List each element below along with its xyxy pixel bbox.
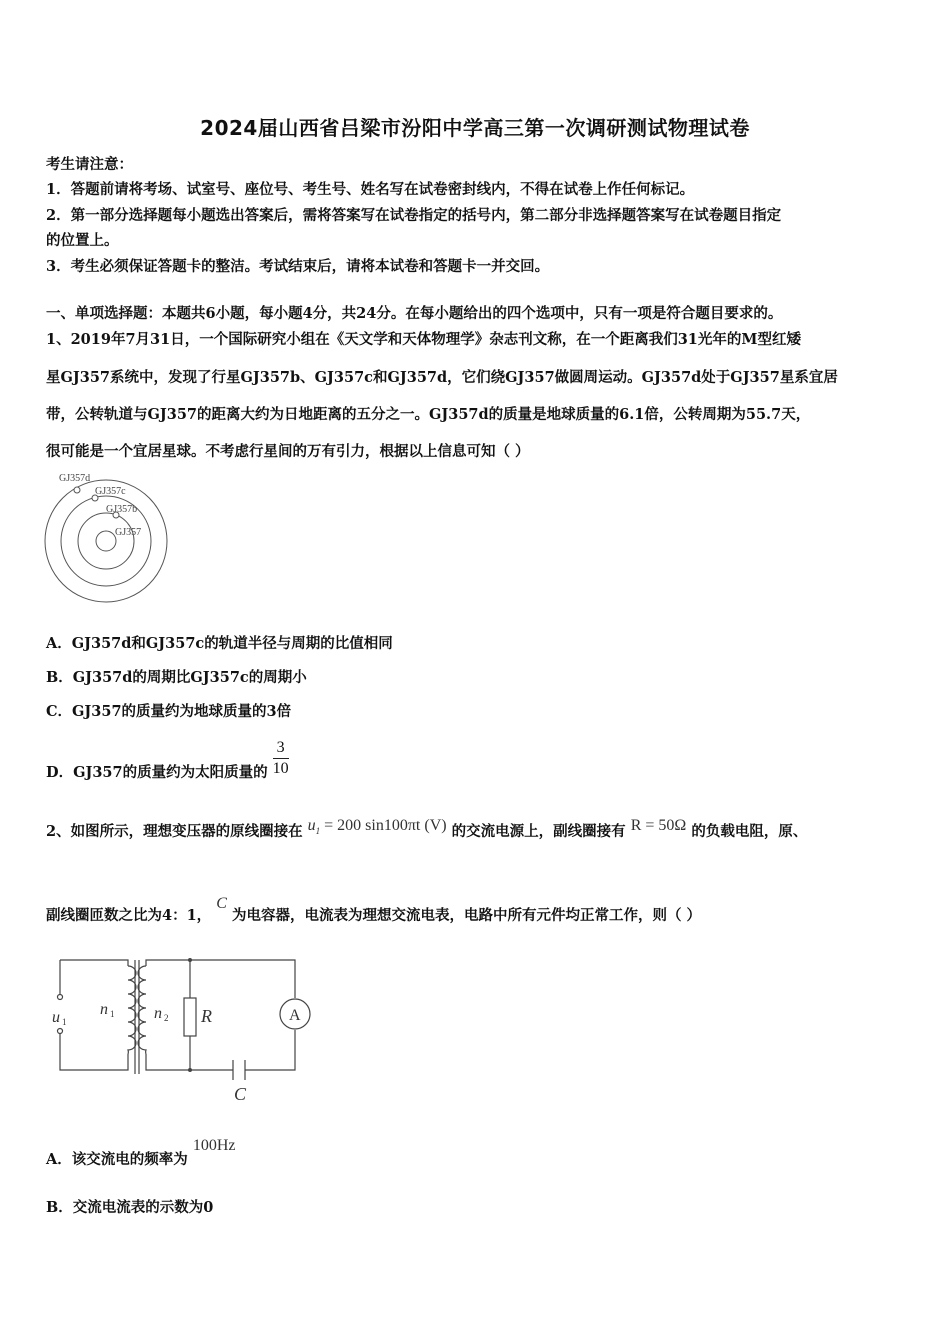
notice-item: 2．第一部分选择题每小题选出答案后，需将答案写在试卷指定的括号内，第二部分非选择题答案写在试卷题目指定 [46, 207, 782, 224]
q1-stem-line: 带，公转轨道与GJ357的距离大约为日地距离的五分之一。GJ357d的质量是地球质量的6.1倍，公转周期为55.7天， [46, 406, 811, 423]
label-n2: n [154, 1005, 162, 1022]
q1-option-c: C．GJ357的质量约为地球质量的3倍 [46, 703, 292, 720]
q1-stem-line: 星GJ357系统中，发现了行星GJ357b、GJ357c和GJ357d，它们绕GJ357做圆周运动。GJ357d处于GJ357星系宜居 [46, 369, 838, 386]
q2-option-a: A．该交流电的频率为 100Hz [46, 1137, 236, 1168]
q1-stem-line: 1、2019年7月31日，一个国际研究小组在《天文学和天体物理学》杂志刊文称，在一个距离我们31光年的M型红矮 [46, 331, 801, 348]
notice-item: 3．考生必须保证答题卡的整洁。考试结束后，请将本试卷和答题卡一并交回。 [46, 258, 550, 275]
label-gj357b: GJ357b [106, 504, 138, 515]
label-u-sub: 1 [62, 1017, 67, 1027]
q1-option-d [46, 735, 289, 782]
ammeter-label: A [289, 1007, 301, 1024]
label-gj357d: GJ357d [59, 473, 91, 484]
notice-heading: 考生请注意： [46, 156, 133, 173]
formula-u1: $u_1 = 200$ sin100πt (V) [307, 817, 447, 837]
q2-stem-line-1: 2、如图所示，理想变压器的原线圈接在 $u_1 = 200$ sin100πt (V) 的交流电源上，副线圈接有 R = 50Ω 的负载电阻，原、 [46, 817, 808, 840]
fraction-3-10: $\frac{3}{10}$ [272, 739, 289, 777]
label-gj357c: GJ357c [95, 486, 126, 497]
q2-stem-line-2: 副线圈匝数之比为4：1， C 为电容器，电流表为理想交流电表，电路中所有元件均正常工作，则（ ） [46, 895, 702, 924]
label-gj357: GJ357 [115, 527, 142, 538]
q1-option-d-text: D．GJ357的质量约为太阳质量的 [46, 764, 268, 781]
q1-option-b: B．GJ357d的周期比GJ357c的周期小 [46, 669, 307, 686]
planet-d-marker [74, 487, 80, 493]
page-title: 2024届山西省吕梁市汾阳中学高三第一次调研测试物理试卷 [200, 116, 750, 140]
label-c: C [234, 1084, 247, 1104]
section-heading: 一、单项选择题：本题共6小题，每小题4分，共24分。在每小题给出的四个选项中，只有一项是符合题目要求的。 [46, 305, 783, 322]
notice-item: 1．答题前请将考场、试室号、座位号、考生号、姓名写在试卷密封线内，不得在试卷上作任何标记。 [46, 181, 695, 198]
label-n1: n [100, 1001, 108, 1018]
orbit-diagram [40, 468, 180, 618]
formula-r: R = 50Ω [630, 817, 687, 834]
label-u: u [52, 1009, 60, 1026]
q1-option-a: A．GJ357d和GJ357c的轨道半径与周期的比值相同 [46, 635, 393, 652]
label-n2-sub: 2 [164, 1013, 169, 1023]
q1-stem-line: 很可能是一个宜居星球。不考虑行星间的万有引力，根据以上信息可知（ ） [46, 443, 530, 460]
label-r: R [201, 1006, 212, 1026]
frequency-value: 100Hz [192, 1137, 236, 1154]
formula-c: C [216, 895, 227, 912]
q2-option-b: B．交流电流表的示数为0 [46, 1199, 214, 1216]
transformer-circuit [48, 950, 338, 1110]
notice-item: 的位置上。 [46, 232, 119, 249]
label-n1-sub: 1 [110, 1009, 115, 1019]
